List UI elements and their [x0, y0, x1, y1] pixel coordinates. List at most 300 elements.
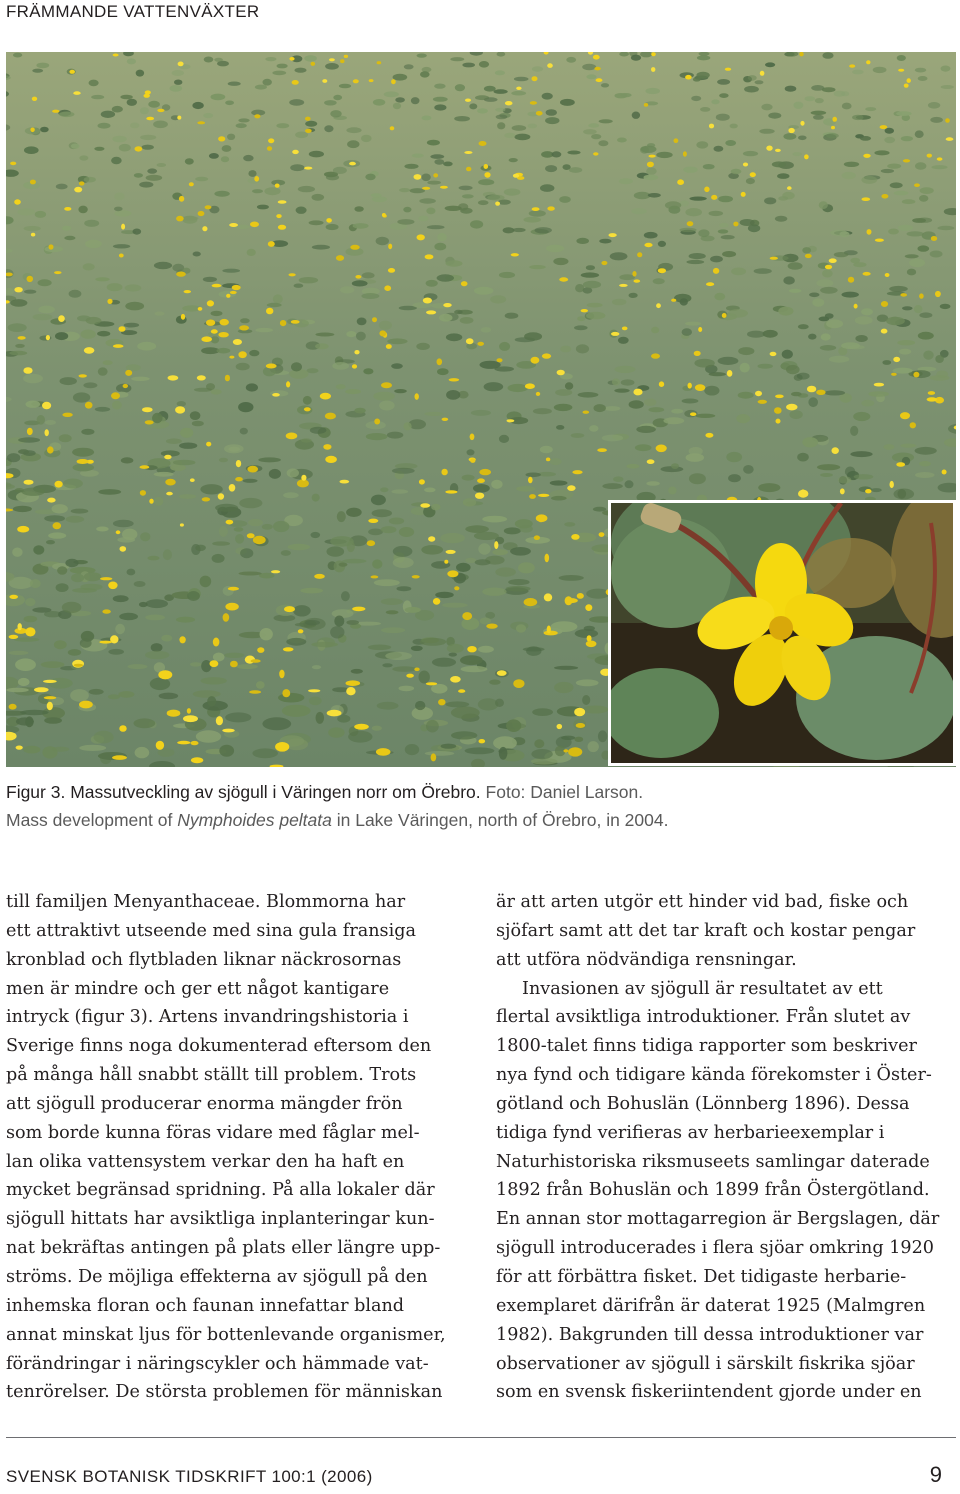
yellow-flower — [788, 128, 794, 133]
yellow-flower — [574, 708, 585, 717]
lily-pad — [403, 207, 411, 213]
yellow-flower — [368, 519, 378, 523]
lily-pad — [152, 413, 163, 423]
lily-pad — [726, 452, 742, 462]
lily-pad — [478, 179, 494, 185]
lily-pad — [889, 286, 908, 292]
lily-pad — [632, 112, 640, 119]
lily-pad — [841, 342, 860, 349]
lily-pad — [257, 205, 269, 210]
lily-pad — [495, 108, 505, 112]
lily-pad — [248, 170, 256, 177]
lily-pad — [277, 64, 288, 69]
lily-pad — [300, 588, 323, 594]
yellow-flower — [207, 300, 214, 306]
lily-pad — [689, 253, 706, 259]
lily-pad — [238, 402, 253, 412]
lily-pad — [73, 464, 95, 472]
yellow-flower — [283, 647, 294, 651]
lily-pad — [336, 384, 346, 389]
lily-pad — [822, 270, 833, 278]
lily-pad — [311, 642, 338, 647]
yellow-flower — [446, 550, 456, 554]
lily-pad — [224, 653, 244, 658]
lily-pad — [462, 475, 475, 481]
yellow-flower — [706, 282, 714, 286]
lily-pad — [495, 70, 505, 75]
lily-pad — [299, 277, 318, 283]
yellow-flower — [179, 196, 184, 202]
yellow-flower — [205, 205, 212, 209]
yellow-flower — [23, 367, 32, 374]
yellow-flower — [239, 325, 249, 330]
lily-pad — [905, 254, 919, 258]
lily-pad — [41, 661, 65, 668]
lily-pad — [310, 427, 327, 434]
yellow-flower — [305, 129, 312, 133]
lily-pad — [778, 307, 793, 316]
lily-pad — [506, 586, 531, 592]
lily-pad — [37, 415, 45, 425]
yellow-flower — [547, 63, 553, 68]
yellow-flower — [907, 78, 911, 83]
lily-pad — [644, 175, 659, 181]
yellow-flower — [919, 293, 924, 298]
lily-pad — [725, 140, 736, 146]
lily-pad — [576, 238, 589, 244]
yellow-flower — [212, 284, 222, 288]
yellow-flower — [27, 428, 33, 435]
yellow-flower — [225, 375, 230, 382]
yellow-flower — [445, 490, 457, 493]
lily-pad — [222, 269, 240, 273]
yellow-flower — [165, 479, 175, 486]
lily-pad — [718, 357, 739, 365]
lily-pad — [834, 252, 849, 257]
lily-pad — [291, 362, 302, 371]
lily-pad — [114, 207, 123, 212]
lily-pad — [693, 77, 701, 81]
yellow-flower — [848, 277, 854, 283]
lily-pad — [373, 99, 385, 106]
yellow-flower — [528, 477, 533, 483]
lily-pad — [393, 103, 401, 110]
yellow-flower — [30, 128, 34, 133]
lily-pad — [154, 262, 172, 269]
yellow-flower — [282, 689, 290, 697]
yellow-flower — [233, 339, 242, 345]
yellow-flower — [825, 265, 832, 270]
lily-pad — [286, 638, 306, 646]
lily-pad — [888, 229, 899, 235]
lily-pad — [868, 391, 889, 397]
lily-pad — [235, 534, 244, 544]
lily-pad — [372, 559, 382, 568]
lily-pad — [309, 697, 322, 706]
yellow-flower — [107, 299, 112, 304]
yellow-flower — [563, 749, 568, 752]
lily-pad — [211, 94, 226, 101]
yellow-flower — [470, 459, 475, 463]
lily-pad — [523, 647, 545, 651]
yellow-flower — [776, 419, 781, 424]
lily-pad — [730, 124, 738, 129]
lily-pad — [203, 113, 213, 118]
yellow-flower — [890, 481, 894, 488]
yellow-flower — [867, 229, 872, 235]
lily-pad — [566, 57, 576, 63]
lily-pad — [854, 474, 874, 479]
yellow-flower — [108, 582, 117, 590]
yellow-flower — [538, 494, 549, 497]
lily-pad — [550, 458, 562, 465]
yellow-flower — [798, 490, 808, 498]
lily-pad — [354, 206, 363, 212]
yellow-flower — [77, 459, 89, 464]
lily-pad — [56, 184, 68, 190]
yellow-flower — [893, 357, 900, 362]
lily-pad — [97, 331, 110, 337]
lily-pad — [425, 751, 455, 756]
lily-pad — [411, 646, 423, 651]
lily-pad — [894, 191, 909, 196]
yellow-flower — [268, 241, 275, 247]
yellow-flower — [441, 469, 447, 476]
yellow-flower — [10, 162, 16, 166]
lily-pad — [897, 340, 915, 345]
yellow-flower — [158, 670, 172, 679]
lily-pad — [127, 58, 136, 64]
lily-pad — [914, 305, 923, 313]
lily-pad — [785, 86, 797, 92]
lily-pad — [844, 162, 859, 167]
lily-pad — [405, 744, 419, 755]
lily-pad — [352, 280, 368, 286]
yellow-flower — [454, 586, 459, 590]
yellow-flower — [197, 375, 206, 380]
yellow-flower — [181, 314, 185, 320]
lily-pad — [601, 83, 609, 87]
yellow-flower — [896, 462, 905, 467]
lily-pad — [23, 374, 43, 384]
yellow-flower — [206, 320, 215, 326]
lily-pad — [861, 176, 877, 184]
lily-pad — [211, 336, 220, 343]
lily-pad — [445, 701, 469, 707]
yellow-flower — [201, 336, 212, 342]
lily-pad — [871, 488, 882, 492]
lily-pad — [128, 664, 148, 669]
lily-pad — [180, 428, 193, 438]
lily-pad — [52, 747, 69, 752]
lily-pad — [545, 117, 559, 124]
yellow-flower — [770, 352, 777, 356]
lily-pad — [382, 663, 392, 667]
lily-pad — [204, 57, 214, 63]
yellow-flower — [229, 484, 236, 492]
lily-pad — [629, 400, 644, 408]
yellow-flower — [532, 207, 540, 211]
lily-pad — [227, 134, 235, 140]
yellow-flower — [183, 715, 198, 722]
yellow-flower — [677, 179, 684, 185]
yellow-flower — [910, 422, 916, 428]
lily-pad — [565, 382, 573, 390]
yellow-flower — [547, 206, 554, 210]
lily-pad — [121, 457, 134, 463]
lily-pad — [150, 678, 170, 691]
lily-pad — [379, 401, 395, 411]
yellow-flower — [422, 187, 430, 190]
yellow-flower — [637, 252, 642, 257]
lily-pad — [120, 95, 132, 100]
yellow-flower — [632, 271, 636, 277]
yellow-flower — [711, 195, 717, 200]
lily-pad — [13, 53, 22, 58]
lily-pad — [432, 658, 456, 667]
yellow-flower — [311, 62, 316, 66]
lily-pad — [852, 70, 864, 75]
lily-pad — [614, 389, 629, 393]
lily-pad — [281, 550, 291, 556]
yellow-flower — [119, 254, 124, 258]
yellow-flower — [690, 412, 696, 416]
yellow-flower — [704, 187, 709, 193]
lily-pad — [381, 627, 405, 633]
lily-pad — [508, 579, 529, 585]
lily-pad — [200, 484, 222, 494]
lily-pad — [161, 635, 172, 642]
yellow-flower — [142, 407, 153, 412]
yellow-flower — [184, 290, 191, 293]
lily-pad — [330, 536, 354, 547]
yellow-flower — [475, 493, 484, 499]
yellow-flower — [544, 631, 558, 636]
lily-pad — [115, 624, 125, 634]
lily-pad — [346, 508, 362, 517]
lily-pad — [588, 741, 599, 752]
yellow-flower — [494, 541, 498, 549]
lily-pad — [84, 220, 99, 227]
lily-pad — [574, 325, 588, 330]
lily-pad — [71, 144, 80, 149]
lily-pad — [415, 701, 425, 710]
lily-pad — [582, 695, 590, 705]
lily-pad — [510, 547, 531, 556]
lily-pad — [112, 106, 123, 113]
lily-pad — [21, 488, 45, 496]
lily-pad — [134, 718, 156, 728]
yellow-flower — [369, 79, 374, 82]
yellow-flower — [534, 535, 540, 540]
lily-pad — [529, 265, 546, 269]
lily-pad — [379, 321, 392, 330]
lily-pad — [435, 592, 454, 598]
text-line: sjögull introducerades i flera sjöar omkring 1920 — [496, 1238, 934, 1259]
lily-pad — [326, 224, 339, 230]
yellow-flower — [278, 225, 286, 230]
yellow-flower — [382, 213, 386, 217]
yellow-flower — [386, 344, 392, 349]
lily-pad — [716, 114, 730, 121]
yellow-flower — [384, 285, 391, 291]
yellow-flower — [597, 448, 607, 452]
yellow-flower — [927, 397, 937, 401]
lily-pad — [273, 294, 283, 303]
lily-pad — [505, 313, 519, 319]
lily-pad — [617, 138, 627, 143]
lily-pad — [612, 378, 620, 385]
yellow-flower — [438, 699, 445, 705]
yellow-flower — [577, 593, 584, 599]
yellow-flower — [47, 498, 55, 503]
lily-pad — [305, 121, 317, 127]
lily-pad — [214, 191, 229, 197]
yellow-flower — [466, 167, 471, 172]
yellow-flower — [177, 741, 190, 745]
lily-pad — [454, 116, 470, 121]
yellow-flower — [336, 255, 344, 261]
lily-pad — [805, 96, 816, 101]
yellow-flower — [786, 404, 797, 411]
lily-pad — [602, 435, 623, 442]
lily-pad — [133, 229, 142, 235]
lily-pad — [328, 727, 344, 737]
lily-pad — [809, 293, 819, 298]
lily-pad — [68, 649, 81, 656]
lily-pad — [594, 404, 606, 412]
lily-pad — [576, 679, 599, 686]
lily-pad — [731, 268, 746, 276]
lily-pad — [176, 617, 195, 623]
yellow-flower — [372, 317, 377, 322]
lily-pad — [55, 332, 68, 340]
lily-pad — [471, 410, 491, 416]
lily-pad — [262, 524, 273, 530]
lily-pad — [738, 392, 754, 399]
yellow-flower — [881, 329, 888, 334]
yellow-flower — [325, 413, 336, 420]
lily-pad — [686, 260, 704, 264]
lily-pad — [446, 260, 463, 266]
yellow-flower — [371, 575, 379, 578]
lily-pad — [148, 556, 160, 561]
lily-pad — [748, 75, 757, 81]
lily-pad — [447, 644, 464, 653]
lily-pad — [393, 74, 408, 81]
yellow-flower — [760, 71, 765, 76]
lily-pad — [648, 407, 664, 412]
lily-pad — [426, 280, 438, 287]
lily-pad — [91, 95, 104, 99]
lily-pad — [309, 151, 324, 158]
yellow-flower — [164, 455, 171, 460]
lily-pad — [361, 135, 372, 142]
lily-pad — [201, 677, 227, 684]
lily-pad — [81, 429, 94, 435]
lily-pad — [819, 317, 830, 322]
yellow-flower — [346, 687, 355, 695]
yellow-flower — [477, 342, 484, 346]
yellow-flower — [298, 629, 304, 633]
yellow-flower — [156, 741, 164, 750]
lily-pad — [325, 63, 339, 70]
lily-pad — [354, 408, 365, 414]
lily-pad — [127, 569, 136, 576]
lily-pad — [598, 140, 608, 146]
lily-pad — [775, 216, 787, 222]
yellow-flower — [505, 101, 513, 105]
lily-pad — [902, 306, 913, 310]
lily-pad — [894, 489, 915, 500]
lily-pad — [264, 187, 280, 195]
lily-pad — [656, 152, 672, 158]
yellow-flower — [18, 336, 26, 340]
yellow-flower — [687, 221, 694, 226]
lily-pad — [783, 133, 796, 140]
yellow-flower — [25, 627, 35, 636]
lily-pad — [397, 586, 412, 591]
yellow-flower — [304, 167, 312, 170]
lily-pad — [346, 127, 361, 133]
lily-pad — [45, 420, 56, 425]
text-line: En annan stor mottagarregion är Bergslagen, där — [496, 1209, 940, 1230]
text-line: exemplaret därifrån är daterat 1925 (Malmgren — [496, 1295, 926, 1316]
lily-pad — [679, 228, 696, 232]
yellow-flower — [74, 664, 83, 667]
lily-pad — [190, 411, 201, 420]
yellow-flower — [257, 647, 264, 653]
lily-pad — [192, 102, 203, 109]
lily-pad — [427, 225, 445, 229]
yellow-flower — [466, 338, 474, 344]
yellow-flower — [45, 429, 49, 436]
yellow-flower — [449, 378, 460, 381]
yellow-flower — [946, 137, 954, 141]
lily-pad — [518, 562, 535, 573]
lily-pad — [434, 84, 445, 89]
lily-pad — [918, 76, 928, 81]
lily-pad — [376, 237, 389, 246]
lily-pad — [213, 653, 225, 662]
lily-pad — [788, 262, 803, 270]
lily-pad — [263, 79, 272, 86]
lily-pad — [421, 174, 430, 182]
lily-pad — [140, 532, 150, 541]
lily-pad — [574, 737, 583, 742]
lily-pad — [312, 194, 325, 201]
lily-pad — [48, 532, 66, 538]
yellow-flower — [119, 725, 126, 732]
lily-pad — [404, 422, 412, 430]
lily-pad — [710, 256, 723, 263]
lily-pad — [38, 279, 52, 286]
lily-pad — [683, 167, 697, 173]
yellow-flower — [733, 222, 738, 227]
lily-pad — [588, 123, 599, 127]
lily-pad — [179, 443, 197, 449]
yellow-flower — [113, 54, 119, 57]
lily-pad — [193, 252, 201, 257]
yellow-flower — [140, 465, 150, 469]
lily-pad — [252, 189, 263, 193]
lily-pad — [419, 198, 436, 203]
lily-pad — [63, 479, 83, 489]
lily-pad — [170, 85, 183, 92]
lily-pad — [884, 137, 895, 143]
text-line: Naturhistoriska riksmuseets samlingar daterade — [496, 1151, 930, 1172]
lily-pad — [72, 448, 94, 457]
